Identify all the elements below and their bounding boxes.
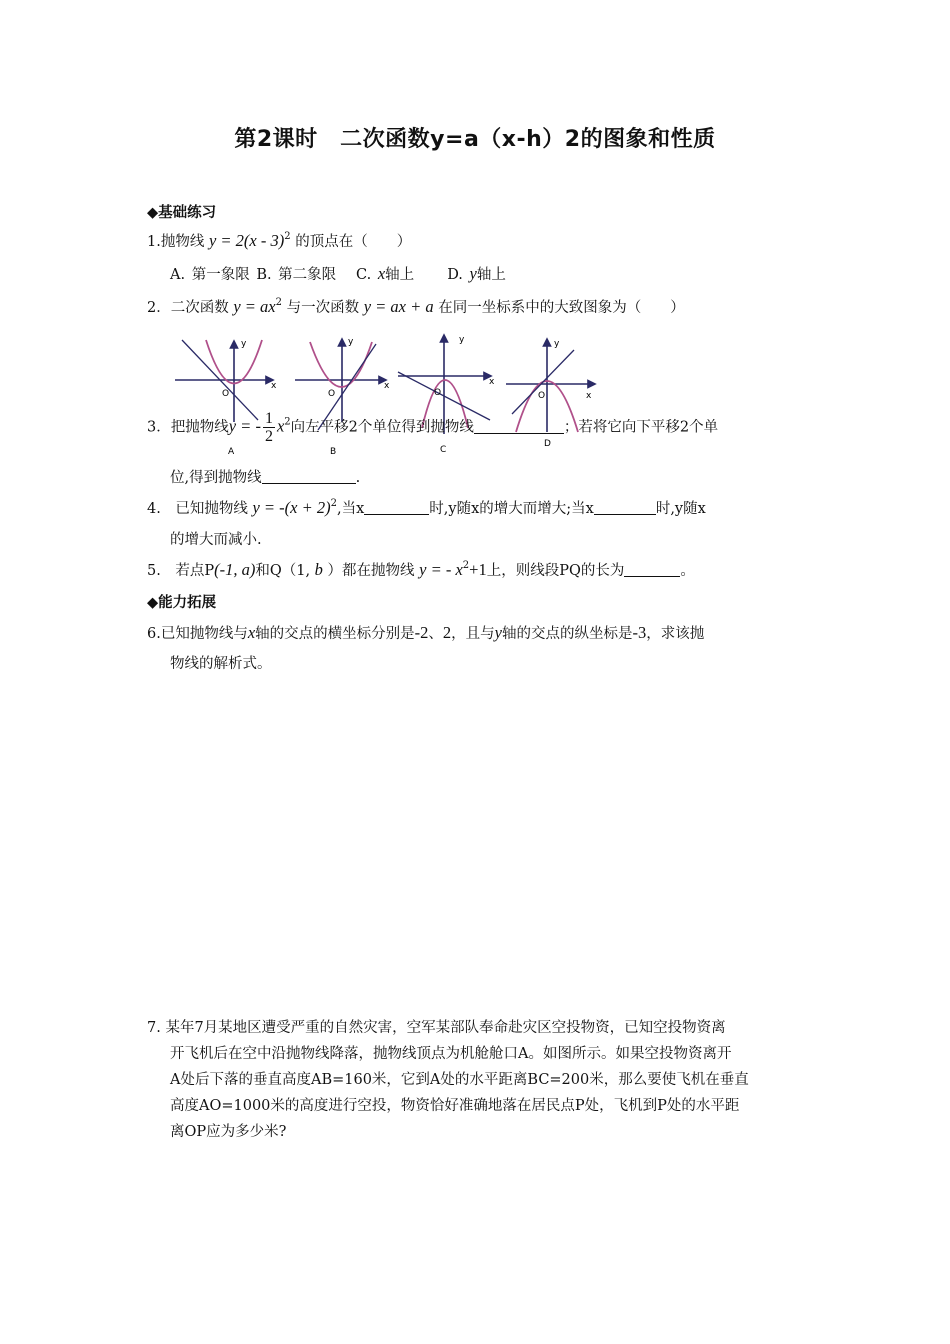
q6-v2: 2 — [442, 623, 452, 642]
question-2 — [147, 296, 685, 317]
q7-line-1: 7. 某年7月某地区遭受严重的自然灾害，空军某部队奉命赴灾区空投物资，已知空投物资离 — [147, 1020, 726, 1036]
q2-prefix: 2．二次函数 — [147, 300, 229, 316]
q1-option-d-var: y — [469, 264, 477, 283]
question-4 — [147, 497, 706, 518]
graph-b-x-label: x — [384, 381, 390, 391]
q3-x: x — [276, 416, 285, 436]
q5-blank[interactable] — [624, 562, 680, 577]
q1-prefix: 1.抛物线 — [147, 234, 205, 250]
q6-x: x — [247, 623, 256, 642]
page-title: 第2课时 二次函数y=a（x-h）2的图象和性质 — [234, 127, 716, 152]
q3-mid: 向左平移2个单位得到抛物线 — [290, 419, 474, 436]
q4-blank-2[interactable] — [594, 500, 656, 515]
q4-line-2: 的增大而减小. — [170, 532, 262, 548]
q1-option-c: C. — [356, 267, 372, 283]
q7-line-2: 开飞机后在空中沿抛物线降落，抛物线顶点为机舱舱口A。如图所示。如果空投物资离开 — [170, 1046, 732, 1062]
q5-expression-2: +1 — [469, 560, 487, 579]
q5-suffix: 上，则线段PQ的长为 — [486, 563, 625, 579]
graph-a-label: A — [228, 447, 235, 457]
q7-line-5: 离OP应为多少米? — [170, 1124, 287, 1140]
q6-b: ，且与 — [451, 626, 495, 642]
graph-d-y-label: y — [554, 339, 560, 349]
q3-fraction — [263, 410, 275, 445]
question-3 — [147, 410, 718, 445]
question-1 — [147, 230, 411, 251]
q3-numerator: 1 — [264, 410, 273, 427]
q4-prefix: 4. 已知抛物线 — [147, 501, 248, 517]
q1-exponent: 2 — [284, 231, 291, 242]
graph-b-origin-label: O — [328, 389, 336, 399]
q4-blank-1[interactable] — [364, 500, 429, 515]
graph-d-label: D — [544, 439, 551, 449]
q4-exponent: 2 — [330, 498, 337, 509]
q5-exponent: 2 — [462, 560, 470, 571]
graph-d-origin-label: O — [538, 391, 546, 401]
q4-b: 时,y随x的增大而增大;当x — [429, 501, 594, 517]
q5-mid: 和Q（1, — [255, 563, 311, 579]
q7-line-3: A处后下落的垂直高度AB=160米，它到A处的水平距离BC=200米，那么要使飞机在垂直 — [170, 1072, 749, 1088]
q3-denominator: 2 — [264, 428, 273, 445]
q3-blank-1[interactable] — [474, 419, 564, 434]
q2-suffix: 在同一坐标系中的大致图象为（ ） — [438, 300, 685, 316]
graph-b-label: B — [330, 447, 337, 457]
graph-c-y-label: y — [459, 335, 465, 345]
graph-c-x-label: x — [489, 377, 495, 387]
q1-option-a: A. 第一象限 — [170, 267, 250, 283]
q1-option-c-text: 轴上 — [385, 267, 415, 283]
question-6 — [147, 622, 704, 643]
q5-b: b — [314, 560, 323, 579]
q2-function-1-exponent: 2 — [275, 297, 282, 308]
q1-option-b: B. 第二象限 — [256, 267, 337, 283]
q1-option-d-text: 轴上 — [476, 267, 506, 283]
q1-option-c-var: x — [377, 264, 386, 283]
graph-b-y-label: y — [348, 337, 354, 347]
q4-expression: y = -(x + 2) — [252, 498, 331, 517]
section-extend-heading: ◆能力拓展 — [147, 595, 217, 611]
q1-option-d: D. — [447, 267, 463, 283]
q6-v1: -2 — [414, 623, 429, 642]
q5-mid2: ）都在抛物线 — [327, 563, 415, 579]
graph-c-origin-label: O — [434, 388, 442, 398]
q2-mid: 与一次函数 — [286, 300, 360, 316]
q6-prefix: 6.已知抛物线与 — [147, 626, 248, 642]
graph-d-x-label: x — [586, 391, 592, 401]
q3-exponent: 2 — [284, 416, 291, 428]
q6-sep: 、 — [428, 626, 443, 642]
q1-options — [170, 263, 506, 284]
q6-y: y — [494, 623, 502, 642]
q7-line-4: 高度AO=1000米的高度进行空投，物资恰好准确地落在居民点P处，飞机到P处的水平距 — [170, 1098, 740, 1114]
q1-expression: y = 2(x - 3) — [208, 231, 285, 250]
q3-blank-2[interactable] — [262, 469, 356, 484]
q5-prefix: 5. 若点P — [147, 563, 215, 579]
q6-line-2: 物线的解析式。 — [170, 656, 272, 672]
section-basic-heading: ◆基础练习 — [147, 205, 217, 221]
q6-d: ，求该抛 — [646, 626, 705, 642]
q3-line2b: . — [355, 470, 361, 486]
q5-point-p: (-1, a) — [214, 560, 256, 579]
q5-end: 。 — [680, 563, 695, 579]
question-3-line-2 — [170, 466, 360, 487]
q6-c: 轴的交点的纵坐标是 — [502, 626, 633, 642]
q3-line2a: 位,得到抛物线 — [170, 470, 262, 486]
graph-c-label: C — [440, 445, 447, 455]
q2-function-2: y = ax + a — [363, 297, 434, 316]
q5-expression: y = - x — [419, 560, 463, 579]
q3-prefix: 3．把抛物线 — [147, 419, 229, 436]
q4-a: ,当x — [336, 501, 365, 517]
graph-a-x-label: x — [271, 381, 277, 391]
q3-y: y = - — [228, 416, 261, 436]
q2-function-1: y = ax — [233, 297, 276, 316]
q3-mid2: ；若将它向下平移2个单 — [563, 419, 719, 436]
q6-v3: -3 — [632, 623, 647, 642]
q4-c: 时,y随x — [655, 501, 706, 517]
q1-suffix: 的顶点在（ ） — [295, 234, 412, 250]
graph-a-y-label: y — [241, 339, 247, 349]
q6-a: 轴的交点的横坐标分别是 — [255, 626, 415, 642]
question-5 — [147, 559, 695, 580]
graph-a-origin-label: O — [222, 389, 230, 399]
graph-d-line — [512, 350, 574, 414]
